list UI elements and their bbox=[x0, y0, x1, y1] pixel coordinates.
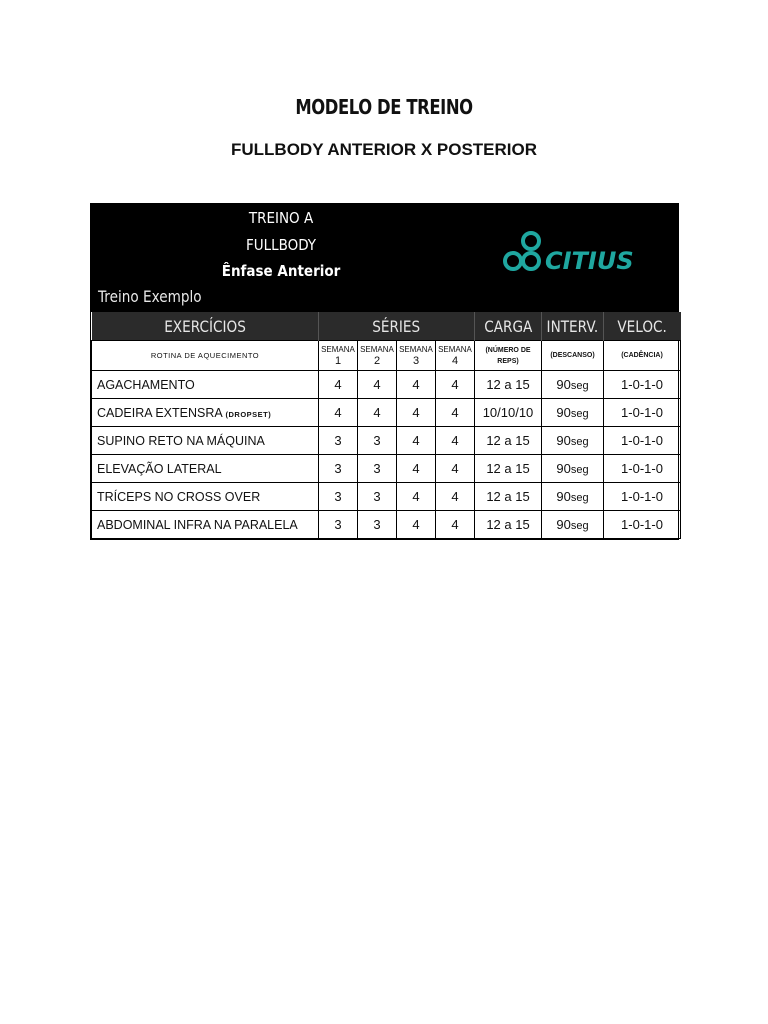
week-2-header: SEMANA 2 bbox=[358, 341, 397, 371]
load-value: 12 a 15 bbox=[475, 371, 542, 399]
speed-value: 1-0-1-0 bbox=[604, 371, 681, 399]
document-subtitle: FULLBODY ANTERIOR X POSTERIOR bbox=[230, 140, 538, 159]
week-1-sets: 3 bbox=[319, 511, 358, 539]
interval-value: 90seg bbox=[542, 427, 604, 455]
col-exercises: EXERCÍCIOS bbox=[92, 312, 319, 341]
load-value: 12 a 15 bbox=[475, 483, 542, 511]
exercise-name: AGACHAMENTO bbox=[92, 371, 319, 399]
week-3-sets: 4 bbox=[397, 399, 436, 427]
table-row bbox=[92, 371, 681, 399]
col-load: CARGA bbox=[475, 312, 542, 341]
week-4-sets: 4 bbox=[436, 483, 475, 511]
interval-value: 90seg bbox=[542, 483, 604, 511]
week-4-sets: 4 bbox=[436, 455, 475, 483]
week-4-header: SEMANA 4 bbox=[436, 341, 475, 371]
interval-value: 90seg bbox=[542, 511, 604, 539]
workout-type: FULLBODY bbox=[245, 236, 317, 254]
col-sets: SÉRIES bbox=[319, 312, 475, 341]
load-note: (NÚMERO DE REPS) bbox=[475, 341, 542, 371]
week-2-sets: 3 bbox=[358, 427, 397, 455]
load-value: 12 a 15 bbox=[475, 511, 542, 539]
week-1-sets: 3 bbox=[319, 483, 358, 511]
speed-note: (CADÊNCIA) bbox=[604, 341, 681, 371]
citius-logo bbox=[501, 227, 641, 277]
document-title: MODELO DE TREINO bbox=[295, 95, 473, 119]
week-1-sets: 3 bbox=[319, 427, 358, 455]
col-speed: VELOC. bbox=[604, 312, 681, 341]
speed-value: 1-0-1-0 bbox=[604, 455, 681, 483]
exercise-name: TRÍCEPS NO CROSS OVER bbox=[92, 483, 319, 511]
week-4-sets: 4 bbox=[436, 371, 475, 399]
interval-value: 90seg bbox=[542, 399, 604, 427]
week-2-sets: 3 bbox=[358, 511, 397, 539]
load-value: 12 a 15 bbox=[475, 455, 542, 483]
exercise-name: ELEVAÇÃO LATERAL bbox=[92, 455, 319, 483]
table-row bbox=[92, 399, 681, 427]
sheet-header bbox=[91, 204, 678, 312]
interval-value: 90seg bbox=[542, 455, 604, 483]
week-3-sets: 4 bbox=[397, 511, 436, 539]
brand-name: CITIUS bbox=[545, 247, 634, 275]
week-1-sets: 3 bbox=[319, 455, 358, 483]
speed-value: 1-0-1-0 bbox=[604, 483, 681, 511]
table-row bbox=[92, 455, 681, 483]
week-3-sets: 4 bbox=[397, 371, 436, 399]
col-interval: INTERV. bbox=[542, 312, 604, 341]
week-4-sets: 4 bbox=[436, 511, 475, 539]
week-4-sets: 4 bbox=[436, 427, 475, 455]
speed-value: 1-0-1-0 bbox=[604, 399, 681, 427]
week-3-header: SEMANA 3 bbox=[397, 341, 436, 371]
interval-value: 90seg bbox=[542, 371, 604, 399]
column-band bbox=[92, 312, 681, 341]
week-2-sets: 3 bbox=[358, 455, 397, 483]
warmup-label: ROTINA DE AQUECIMENTO bbox=[92, 341, 319, 371]
exercise-rows bbox=[92, 371, 681, 539]
exercise-tag: (DROPSET) bbox=[225, 409, 272, 419]
load-value: 10/10/10 bbox=[475, 399, 542, 427]
exercise-name: SUPINO RETO NA MÁQUINA bbox=[92, 427, 319, 455]
week-4-sets: 4 bbox=[436, 399, 475, 427]
week-2-sets: 3 bbox=[358, 483, 397, 511]
week-3-sets: 4 bbox=[397, 427, 436, 455]
week-3-sets: 4 bbox=[397, 455, 436, 483]
speed-value: 1-0-1-0 bbox=[604, 427, 681, 455]
exercise-name: ABDOMINAL INFRA NA PARALELA bbox=[92, 511, 319, 539]
workout-emphasis: Ênfase Anterior bbox=[221, 262, 341, 280]
exercise-name: CADEIRA EXTENSRA (DROPSET) bbox=[92, 399, 319, 427]
subheader-row bbox=[92, 341, 681, 371]
table-row bbox=[92, 483, 681, 511]
week-1-sets: 4 bbox=[319, 399, 358, 427]
week-2-sets: 4 bbox=[358, 371, 397, 399]
table-row bbox=[92, 511, 681, 539]
speed-value: 1-0-1-0 bbox=[604, 511, 681, 539]
week-1-sets: 4 bbox=[319, 371, 358, 399]
workout-label: TREINO A bbox=[248, 209, 314, 227]
week-3-sets: 4 bbox=[397, 483, 436, 511]
week-1-header: SEMANA 1 bbox=[319, 341, 358, 371]
load-value: 12 a 15 bbox=[475, 427, 542, 455]
week-2-sets: 4 bbox=[358, 399, 397, 427]
training-sheet bbox=[90, 203, 679, 540]
exercise-table bbox=[91, 312, 681, 539]
table-row bbox=[92, 427, 681, 455]
plan-name: Treino Exemplo bbox=[98, 287, 202, 306]
interval-note: (DESCANSO) bbox=[542, 341, 604, 371]
